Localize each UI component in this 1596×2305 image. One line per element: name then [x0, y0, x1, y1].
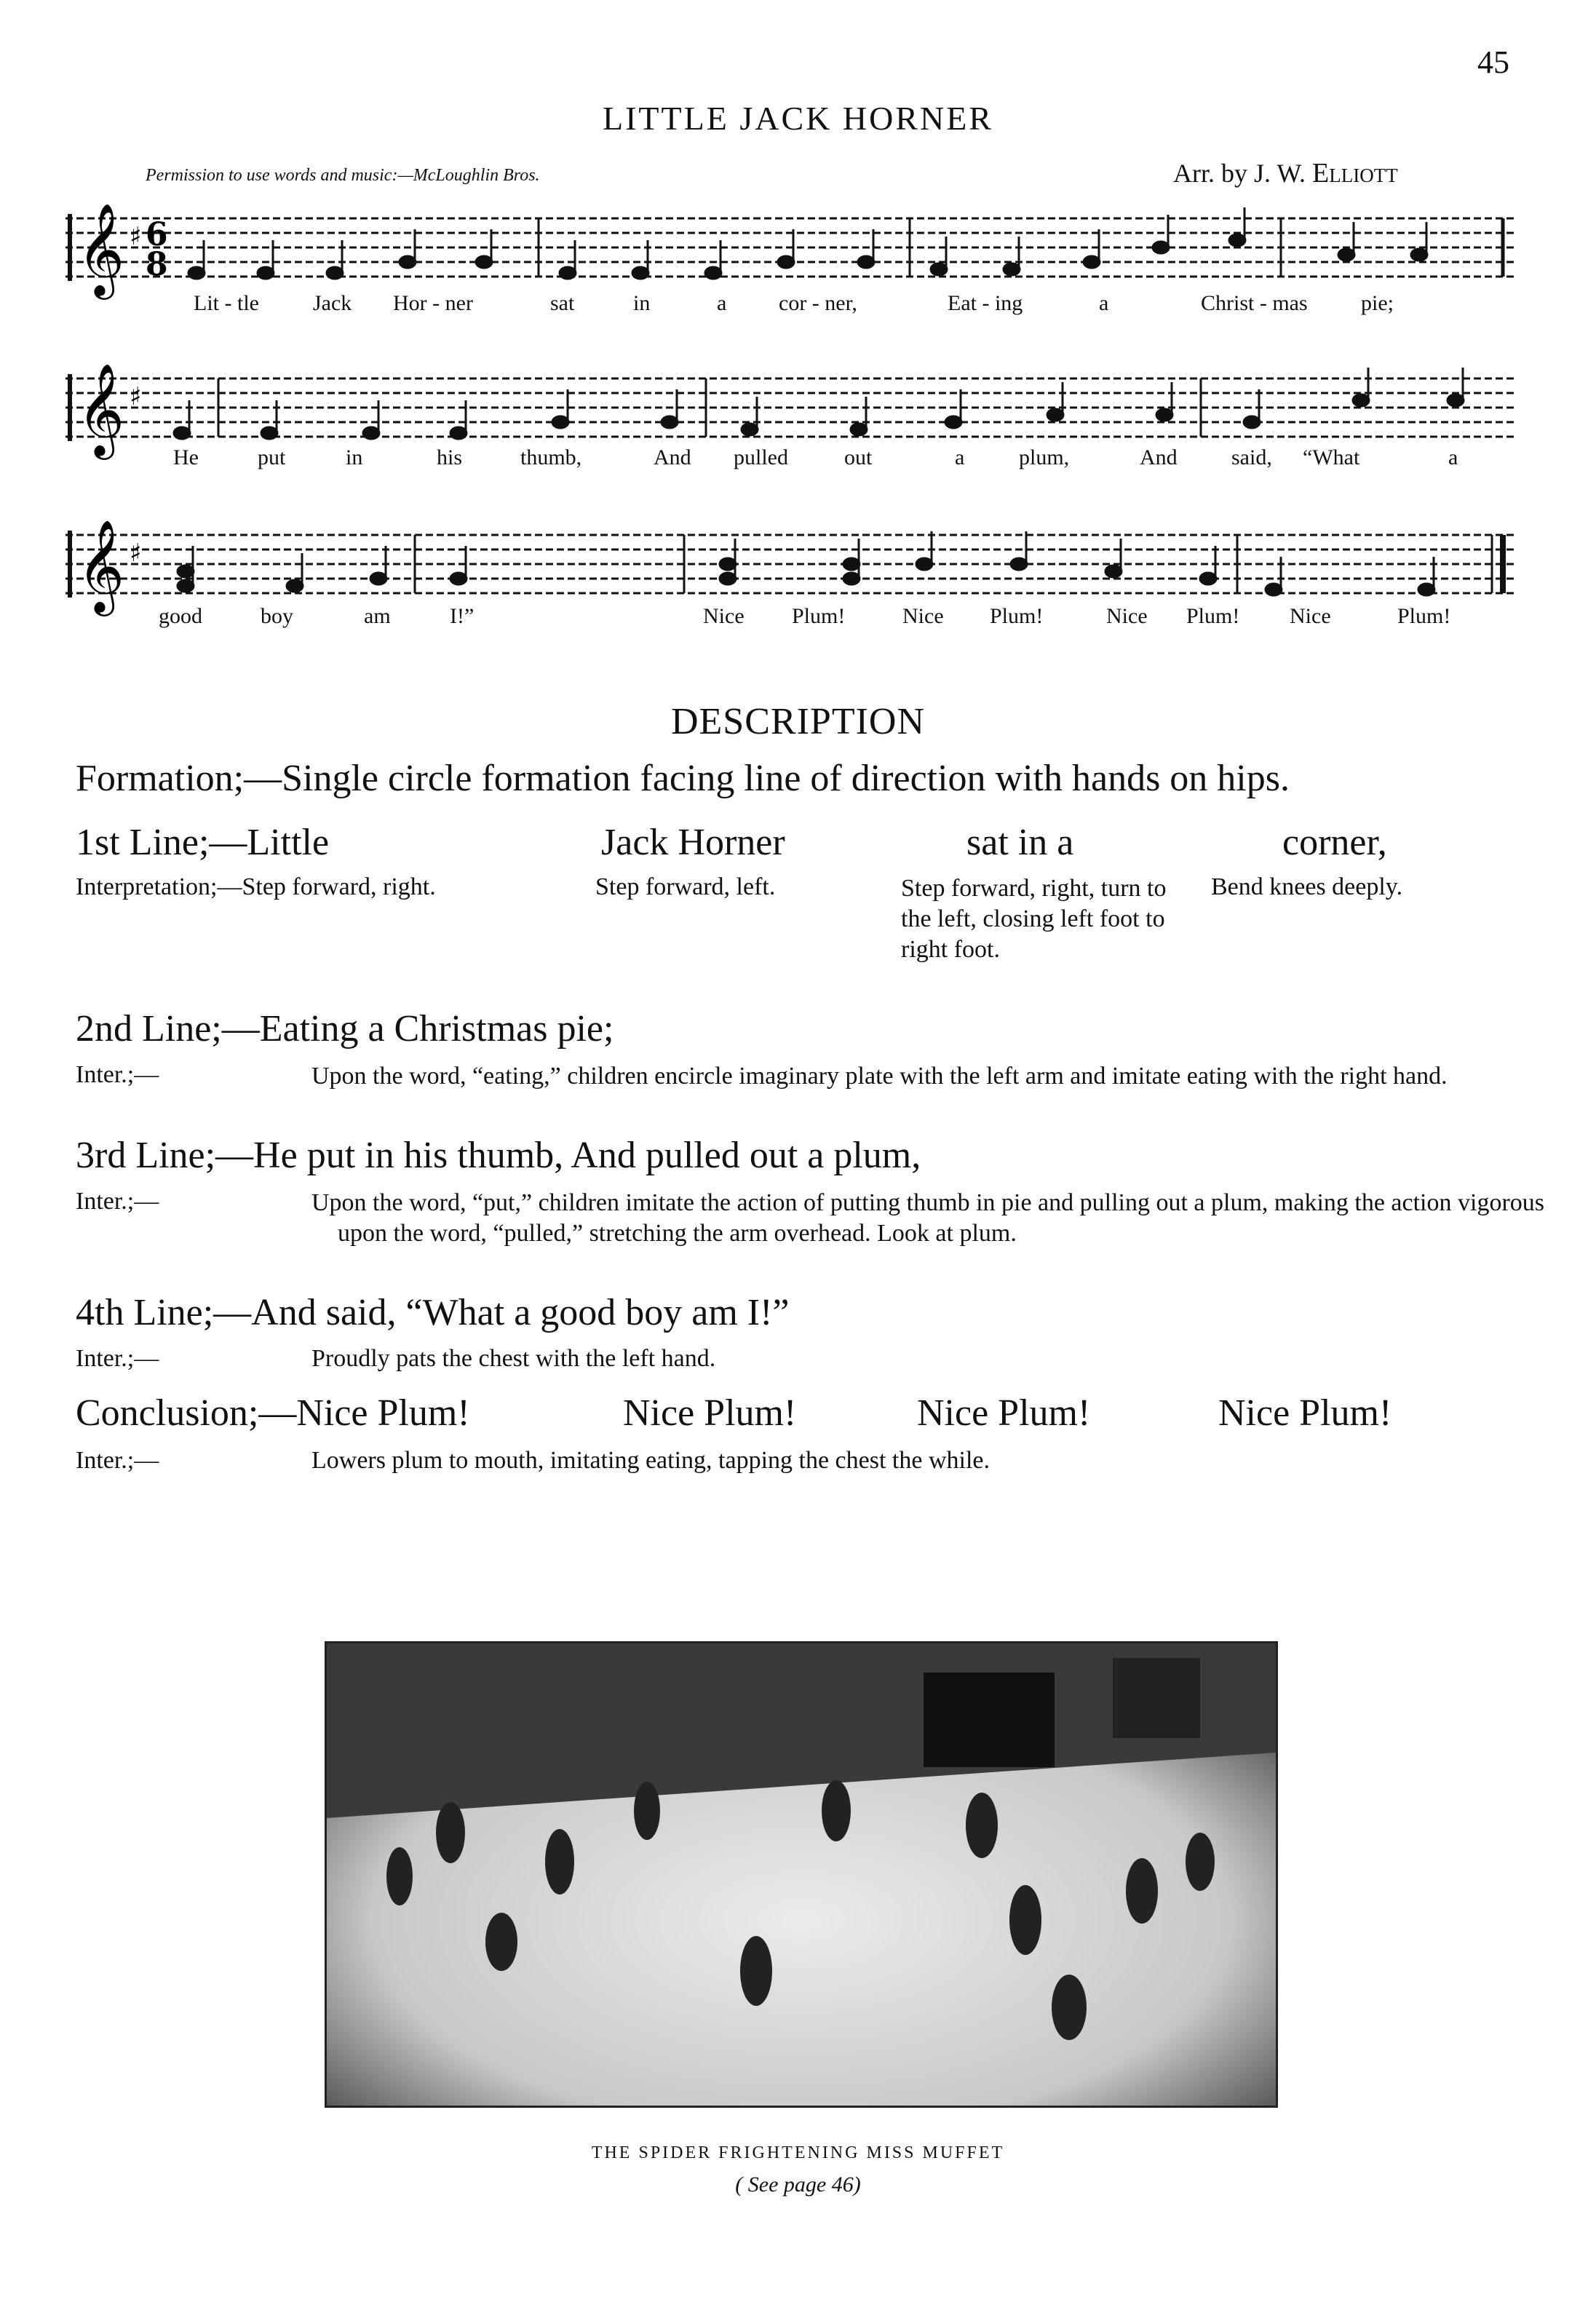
lyric-syllable: in	[633, 291, 651, 315]
conclusion-part4: Nice Plum!	[1218, 1392, 1392, 1434]
photograph	[325, 1641, 1278, 2108]
lyric-syllable: put	[258, 445, 286, 469]
lyric-syllable: “What	[1303, 445, 1360, 469]
lyric-syllable: sat	[550, 291, 575, 315]
line1-part4: corner,	[1282, 822, 1387, 863]
formation-text: Formation;—Single circle formation facing line of direction with hands on hips.	[76, 758, 1290, 799]
lyric-syllable: Nice	[703, 604, 745, 628]
photo-caption: THE SPIDER FRIGHTENING MISS MUFFET	[591, 2143, 1005, 2162]
music-staff-1	[65, 204, 1517, 306]
lyric-syllable: He	[173, 445, 199, 469]
lyric-syllable: Plum!	[792, 604, 846, 628]
line4-inter-text: Proudly pats the chest with the left hand.	[311, 1345, 716, 1372]
treble-clef-icon: 𝄞	[77, 204, 125, 295]
sharp-icon: ♯	[130, 222, 142, 251]
lyric-syllable: Plum!	[1397, 604, 1451, 628]
line2-inter-text: Upon the word, “eating,” children encircle imaginary plate with the left arm and imitate eating with the right hand.	[311, 1063, 1448, 1090]
arranger-credit	[1173, 157, 1398, 189]
lyric-syllable: a	[1448, 445, 1458, 469]
line1-interp-3: Step forward, right, turn to the left, closing left foot to right foot.	[901, 875, 1167, 963]
lyric-syllable: am	[364, 604, 391, 628]
lyric-syllable: cor - ner,	[779, 291, 857, 315]
lyric-syllable: plum,	[1019, 445, 1070, 469]
lyric-syllable: thumb,	[520, 445, 582, 469]
line2-label: 2nd Line;—Eating a Christmas pie;	[76, 1008, 614, 1050]
lyric-syllable: Jack	[313, 291, 352, 315]
lyric-syllable: Plum!	[1186, 604, 1240, 628]
lyric-syllable: And	[654, 445, 691, 469]
permission-note: Permission to use words and music:—McLoughlin Bros.	[146, 166, 540, 185]
lyric-syllable: a	[1099, 291, 1109, 315]
line1-interp-4: Bend knees deeply.	[1211, 873, 1403, 900]
conclusion-part3: Nice Plum!	[917, 1392, 1091, 1434]
lyric-syllable: Nice	[902, 604, 944, 628]
treble-clef-icon: 𝄞	[77, 364, 125, 456]
lyric-syllable: Nice	[1106, 604, 1148, 628]
time-signature-top: 6	[146, 216, 168, 253]
description-heading: DESCRIPTION	[670, 701, 926, 742]
lyric-syllable: a	[955, 445, 965, 469]
line1-label: 1st Line;—Little	[76, 822, 330, 863]
lyric-syllable: Eat - ing	[948, 291, 1023, 315]
lyric-syllable: Lit - tle	[194, 291, 259, 315]
line1-interpretation: Interpretation;—Step forward, right.	[76, 873, 436, 900]
lyric-syllable: pulled	[734, 445, 788, 469]
lyric-syllable: Christ - mas	[1201, 291, 1308, 315]
lyric-syllable: a	[717, 291, 727, 315]
line2-inter-label: Inter.;—	[76, 1061, 159, 1088]
page-number: 45	[1477, 44, 1509, 80]
line3-inter-text: Upon the word, “put,” children imitate the action of putting thumb in pie and pulling out a plum, making the action vigorous upon the word, “pulled,” stretching the arm overhead. Look at plum.	[311, 1189, 1545, 1247]
arranger-prefix: Arr. by J. W.	[1173, 159, 1306, 188]
lyric-syllable: out	[844, 445, 873, 469]
sharp-icon: ♯	[130, 539, 142, 568]
lyric-syllable: Plum!	[990, 604, 1044, 628]
conclusion-part2: Nice Plum!	[623, 1392, 797, 1434]
line3-inter-label: Inter.;—	[76, 1188, 159, 1215]
lyric-syllable: Hor - ner	[393, 291, 473, 315]
lyric-syllable: good	[159, 604, 202, 628]
conclusion-inter-text: Lowers plum to mouth, imitating eating, tapping the chest the while.	[311, 1447, 990, 1474]
treble-clef-icon: 𝄞	[77, 520, 125, 612]
lyric-syllable: said,	[1231, 445, 1272, 469]
lyric-syllable: And	[1140, 445, 1178, 469]
song-title: LITTLE JACK HORNER	[603, 100, 993, 137]
lyric-syllable: I!”	[450, 604, 475, 628]
conclusion-label: Conclusion;—Nice Plum!	[76, 1392, 470, 1434]
see-page-reference: ( See page 46)	[735, 2173, 861, 2197]
lyric-syllable: his	[437, 445, 463, 469]
line1-part3: sat in a	[966, 822, 1074, 863]
photo-scene	[327, 1643, 1276, 2106]
arranger-name: Elliott	[1312, 158, 1398, 189]
lyric-syllable: in	[346, 445, 363, 469]
line1-interp-2: Step forward, left.	[595, 873, 776, 900]
conclusion-inter-label: Inter.;—	[76, 1447, 159, 1474]
lyric-syllable: pie;	[1361, 291, 1394, 315]
line4-label: 4th Line;—And said, “What a good boy am I!”	[76, 1292, 790, 1333]
time-signature-bottom: 8	[146, 246, 168, 283]
line3-label: 3rd Line;—He put in his thumb, And pulled out a plum,	[76, 1135, 921, 1176]
lyric-syllable: Nice	[1290, 604, 1331, 628]
lyric-syllable: boy	[261, 604, 293, 628]
sharp-icon: ♯	[130, 382, 142, 411]
line1-part2: Jack Horner	[601, 822, 785, 863]
line4-inter-label: Inter.;—	[76, 1345, 159, 1372]
